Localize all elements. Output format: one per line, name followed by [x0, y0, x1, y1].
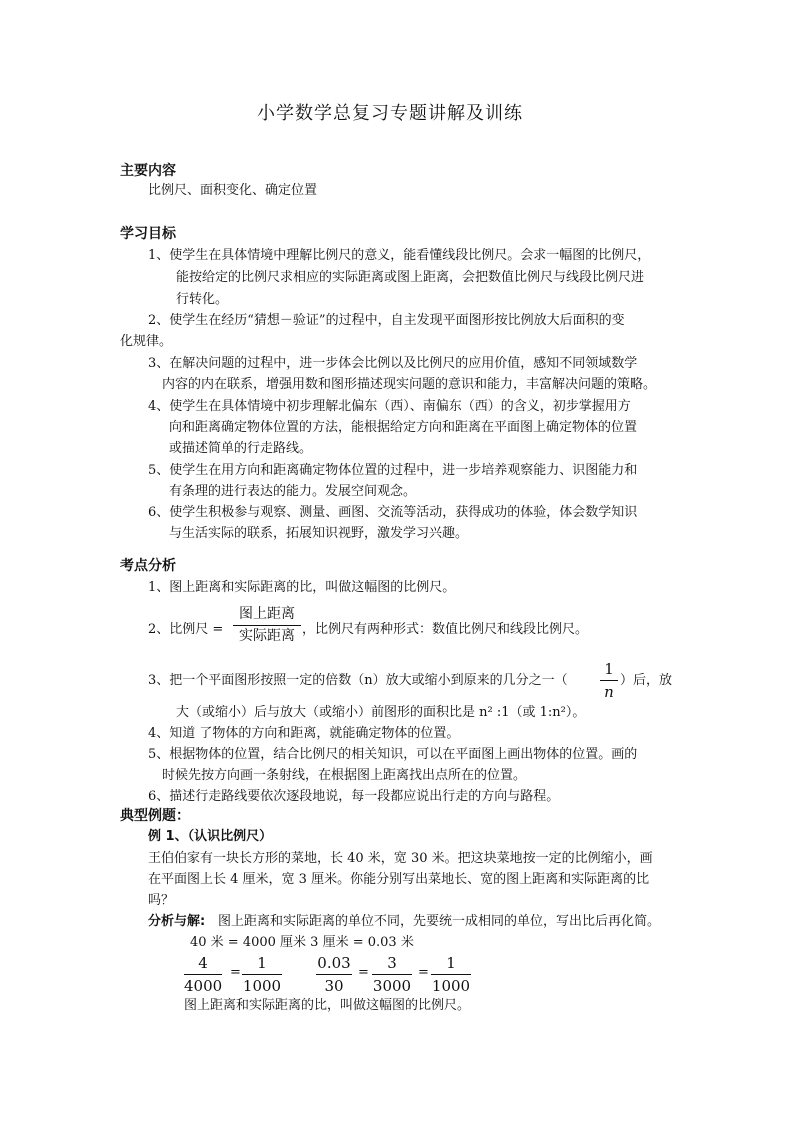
analysis-heading: 考点分析 [120, 558, 176, 574]
goal-line: 2、使学生在经历“猜想－验证”的过程中，自主发现平面图形按比例放大后面积的变 [148, 313, 625, 328]
fraction-numerator: 0.03 [317, 954, 351, 972]
example-1-line: 王伯伯家有一块长方形的菜地，长 40 米，宽 30 米。把这块菜地按一定的比例缩小，画 [148, 851, 653, 866]
goal-line: 3、在解决问题的过程中，进一步体会比例以及比例尺的应用价值，感知不同领域数学 [148, 356, 638, 371]
document-title: 小学数学总复习专题讲解及训练 [257, 103, 523, 124]
analysis-point-3-suffix: ）后，放 [620, 673, 673, 688]
analysis-point-3-prefix: 3、把一个平面图形按照一定的倍数（n）放大或缩小到原来的几分之一（ [148, 673, 568, 688]
analysis-point-5-line1: 5、根据物体的位置，结合比例尺的相关知识，可以在平面图上画出物体的位置。画的 [148, 747, 638, 762]
fraction-0.03-over-30 [316, 954, 352, 995]
main-content-heading: 主要内容 [120, 163, 176, 179]
scale-formula-fraction [233, 606, 301, 645]
fraction-denominator: 1000 [431, 977, 471, 995]
unit-conversion: 40 米 = 4000 厘米 3 厘米 = 0.03 米 [190, 935, 414, 950]
fraction-bar [600, 680, 618, 681]
fraction-denominator: 30 [324, 977, 344, 995]
goal-line: 内容的内在联系，增强用数和图形描述现实问题的意识和能力，丰富解决问题的策略。 [162, 377, 657, 392]
goal-line: 4、使学生在具体情境中初步理解北偏东（西）、南偏东（西）的含义，初步掌握用方 [148, 399, 631, 414]
fraction-bar [431, 974, 471, 975]
goal-line: 与生活实际的联系，拓展知识视野，激发学习兴趣。 [169, 526, 469, 541]
fraction-numerator: 3 [387, 954, 397, 972]
fraction-bar [316, 974, 352, 975]
fraction-numerator: 1 [257, 954, 267, 972]
analysis-point-5-line2: 时候先按方向画一条射线，在根据图上距离找出点所在的位置。 [162, 768, 527, 783]
goal-line: 能按给定的比例尺求相应的实际距离或图上距离，会把数值比例尺与线段比例尺进 [176, 270, 645, 285]
one-over-n-fraction [600, 660, 618, 701]
fraction-denominator: 4000 [184, 977, 223, 995]
examples-heading: 典型例题： [120, 808, 190, 824]
analysis-point-2-suffix: ，比例尺有两种形式：数值比例尺和线段比例尺。 [302, 622, 589, 637]
example-1-line: 吗？ [148, 893, 175, 908]
fraction-denominator: n [604, 683, 614, 701]
solution-text: 图上距离和实际距离的单位不同，先要统一成相同的单位，写出比后再化简。 [218, 914, 661, 929]
equals-sign: = [358, 965, 369, 980]
fraction-numerator: 1 [604, 660, 614, 678]
analysis-point-2-prefix: 2、比例尺 = [148, 622, 224, 637]
goals-heading: 学习目标 [120, 226, 176, 242]
example-1-title: 例 1、（认识比例尺） [148, 829, 273, 844]
equals-sign: = [230, 965, 241, 980]
analysis-point-3-line2: 大（或缩小）后与放大（或缩小）前图形的面积比是 n² :1（或 1:n²）。 [176, 705, 586, 720]
analysis-point-1: 1、图上距离和实际距离的比，叫做这幅图的比例尺。 [148, 580, 456, 595]
fraction-bar [242, 974, 282, 975]
analysis-point-6: 6、描述行走路线要依次逐段地说，每一段都应说出行走的方向与路程。 [148, 789, 560, 804]
fraction-4-over-4000 [184, 954, 222, 995]
fraction-numerator: 4 [198, 954, 208, 972]
equals-sign: = [418, 965, 429, 980]
goal-line: 或描述简单的行走路线。 [169, 441, 313, 456]
fraction-denominator: 实际距离 [239, 628, 295, 644]
goal-line: 有条理的进行表达的能力。发展空间观念。 [169, 484, 417, 499]
goal-line: 1、使学生在具体情境中理解比例尺的意义，能看懂线段比例尺。会求一幅图的比例尺， [148, 248, 651, 263]
fraction-numerator: 1 [446, 954, 456, 972]
fraction-bar [233, 625, 301, 626]
goal-line: 行转化。 [176, 292, 229, 307]
example-1-line: 在平面图上长 4 厘米，宽 3 厘米。你能分别写出菜地长、宽的图上距离和实际距离的比 [148, 872, 650, 887]
goal-line: 化规律。 [120, 334, 173, 349]
goal-line: 6、使学生积极参与观察、测量、画图、交流等活动，获得成功的体验，体会数学知识 [148, 505, 638, 520]
fraction-bar [184, 974, 222, 975]
conclusion-text: 图上距离和实际距离的比，叫做这幅图的比例尺。 [184, 998, 471, 1013]
solution-label: 分析与解: [148, 914, 206, 929]
analysis-point-4: 4、知道 了物体的方向和距离，就能确定物体的位置。 [148, 726, 460, 741]
fraction-numerator: 图上距离 [239, 606, 295, 622]
fraction-3-over-3000 [372, 954, 412, 995]
fraction-denominator: 1000 [242, 977, 282, 995]
fraction-denominator: 3000 [372, 977, 412, 995]
fraction-1-over-1000 [242, 954, 282, 995]
goal-line: 向和距离确定物体位置的方法，能根据给定方向和距离在平面图上确定物体的位置 [169, 420, 638, 435]
fraction-bar [372, 974, 412, 975]
goal-line: 5、使学生在用方向和距离确定物体位置的过程中，进一步培养观察能力、识图能力和 [148, 463, 638, 478]
fraction-1-over-1000 [431, 954, 471, 995]
main-content-text: 比例尺、面积变化、确定位置 [148, 183, 318, 198]
